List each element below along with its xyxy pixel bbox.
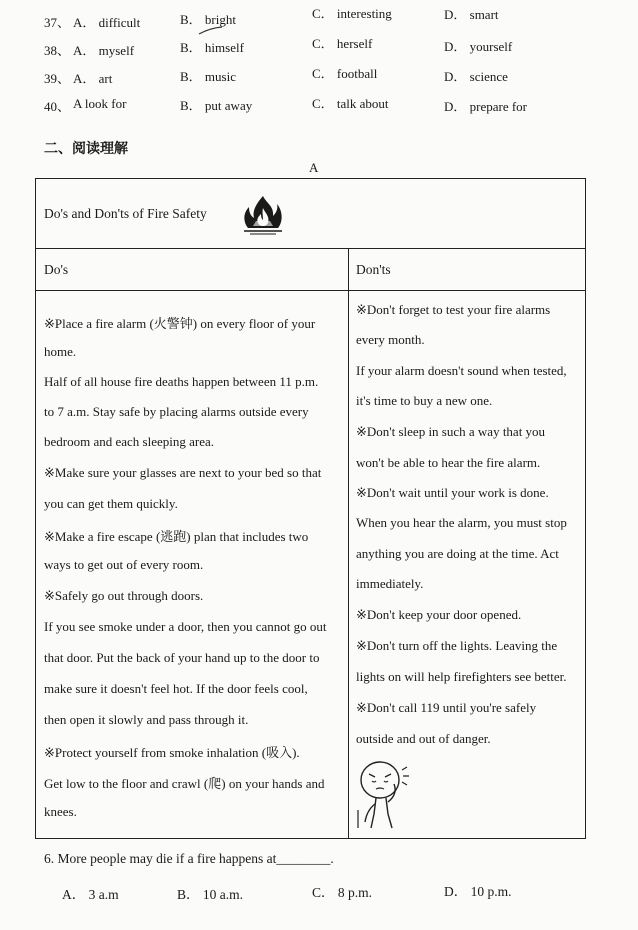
dos-line: ※Make a fire escape (逃跑) plan that includes two xyxy=(44,529,309,544)
dos-line: make sure it doesn't feel hot. If the door feels cool, xyxy=(44,681,308,696)
passage-label: A xyxy=(309,160,319,175)
option-a: A look for xyxy=(73,96,127,111)
dos-line: that door. Put the back of your hand up to the door to xyxy=(44,650,320,665)
dos-line: Get low to the floor and crawl (爬) on your hands and xyxy=(44,776,325,791)
question-6-option-b: B． 10 a.m. xyxy=(177,887,243,902)
option-b: B． himself xyxy=(180,40,244,55)
dos-line: ※Protect yourself from smoke inhalation (吸入). xyxy=(44,745,300,760)
worried-figure-icon xyxy=(352,758,418,832)
donts-line: every month. xyxy=(356,332,425,347)
dos-line: knees. xyxy=(44,804,77,819)
question-6-stem: 6. More people may die if a fire happens at________. xyxy=(44,851,334,866)
dos-line: ※Make sure your glasses are next to your bed so that xyxy=(44,465,322,480)
dos-line: ※Place a fire alarm (火警钟) on every floor of your xyxy=(44,316,316,331)
option-c: C． herself xyxy=(312,36,373,51)
question-6-option-a: A． 3 a.m xyxy=(62,887,119,902)
question-number: 39、 xyxy=(44,71,71,86)
option-d: D． science xyxy=(444,69,508,84)
option-d: D． smart xyxy=(444,7,499,22)
option-c: C． interesting xyxy=(312,6,392,21)
donts-line: outside and out of danger. xyxy=(356,731,491,746)
table-title: Do's and Don'ts of Fire Safety xyxy=(44,206,207,221)
question-6-option-c: C． 8 p.m. xyxy=(312,885,373,900)
question-number: 38、 xyxy=(44,43,71,58)
header-divider xyxy=(35,290,586,291)
dos-line: bedroom and each sleeping area. xyxy=(44,434,215,449)
donts-line: anything you are doing at the time. Act xyxy=(356,546,559,561)
dos-line: If you see smoke under a door, then you cannot go out xyxy=(44,619,327,634)
donts-line: immediately. xyxy=(356,576,424,591)
donts-line: it's time to buy a new one. xyxy=(356,393,493,408)
donts-line: won't be able to hear the fire alarm. xyxy=(356,455,541,470)
title-divider xyxy=(35,248,586,249)
dos-line: ※Safely go out through doors. xyxy=(44,588,204,603)
fire-icon xyxy=(240,194,286,238)
section-title: 二、阅读理解 xyxy=(44,141,128,157)
dos-line: to 7 a.m. Stay safe by placing alarms outside every xyxy=(44,404,309,419)
option-d: D． yourself xyxy=(444,39,513,54)
donts-line: ※Don't keep your door opened. xyxy=(356,607,522,622)
question-number: 40、 xyxy=(44,99,71,114)
column-divider xyxy=(348,248,349,838)
donts-line: When you hear the alarm, you must stop xyxy=(356,515,567,530)
dos-header: Do's xyxy=(44,262,69,277)
donts-line: ※Don't call 119 until you're safely xyxy=(356,700,537,715)
donts-line: ※Don't sleep in such a way that you xyxy=(356,424,546,439)
donts-line: If your alarm doesn't sound when tested, xyxy=(356,363,567,378)
option-c: C． talk about xyxy=(312,96,389,111)
donts-line: ※Don't forget to test your fire alarms xyxy=(356,302,551,317)
option-b: B． put away xyxy=(180,98,253,113)
option-b: B． music xyxy=(180,69,236,84)
donts-header: Don'ts xyxy=(356,262,391,277)
pen-mark-icon xyxy=(198,26,224,36)
donts-line: ※Don't turn off the lights. Leaving the xyxy=(356,638,558,653)
dos-line: Half of all house fire deaths happen between 11 p.m. xyxy=(44,374,319,389)
option-c: C． football xyxy=(312,66,378,81)
option-a: A． myself xyxy=(73,43,135,58)
dos-line: home. xyxy=(44,344,77,359)
donts-line: ※Don't wait until your work is done. xyxy=(356,485,549,500)
dos-line: you can get them quickly. xyxy=(44,496,178,511)
question-6-option-d: D． 10 p.m. xyxy=(444,884,512,899)
donts-line: lights on will help firefighters see better. xyxy=(356,669,567,684)
option-b: B． bright xyxy=(180,12,236,27)
option-d: D． prepare for xyxy=(444,99,528,114)
option-a: A． art xyxy=(73,71,113,86)
dos-line: then open it slowly and pass through it. xyxy=(44,712,249,727)
option-a: A． difficult xyxy=(73,15,141,30)
dos-line: ways to get out of every room. xyxy=(44,557,204,572)
question-number: 37、 xyxy=(44,15,71,30)
